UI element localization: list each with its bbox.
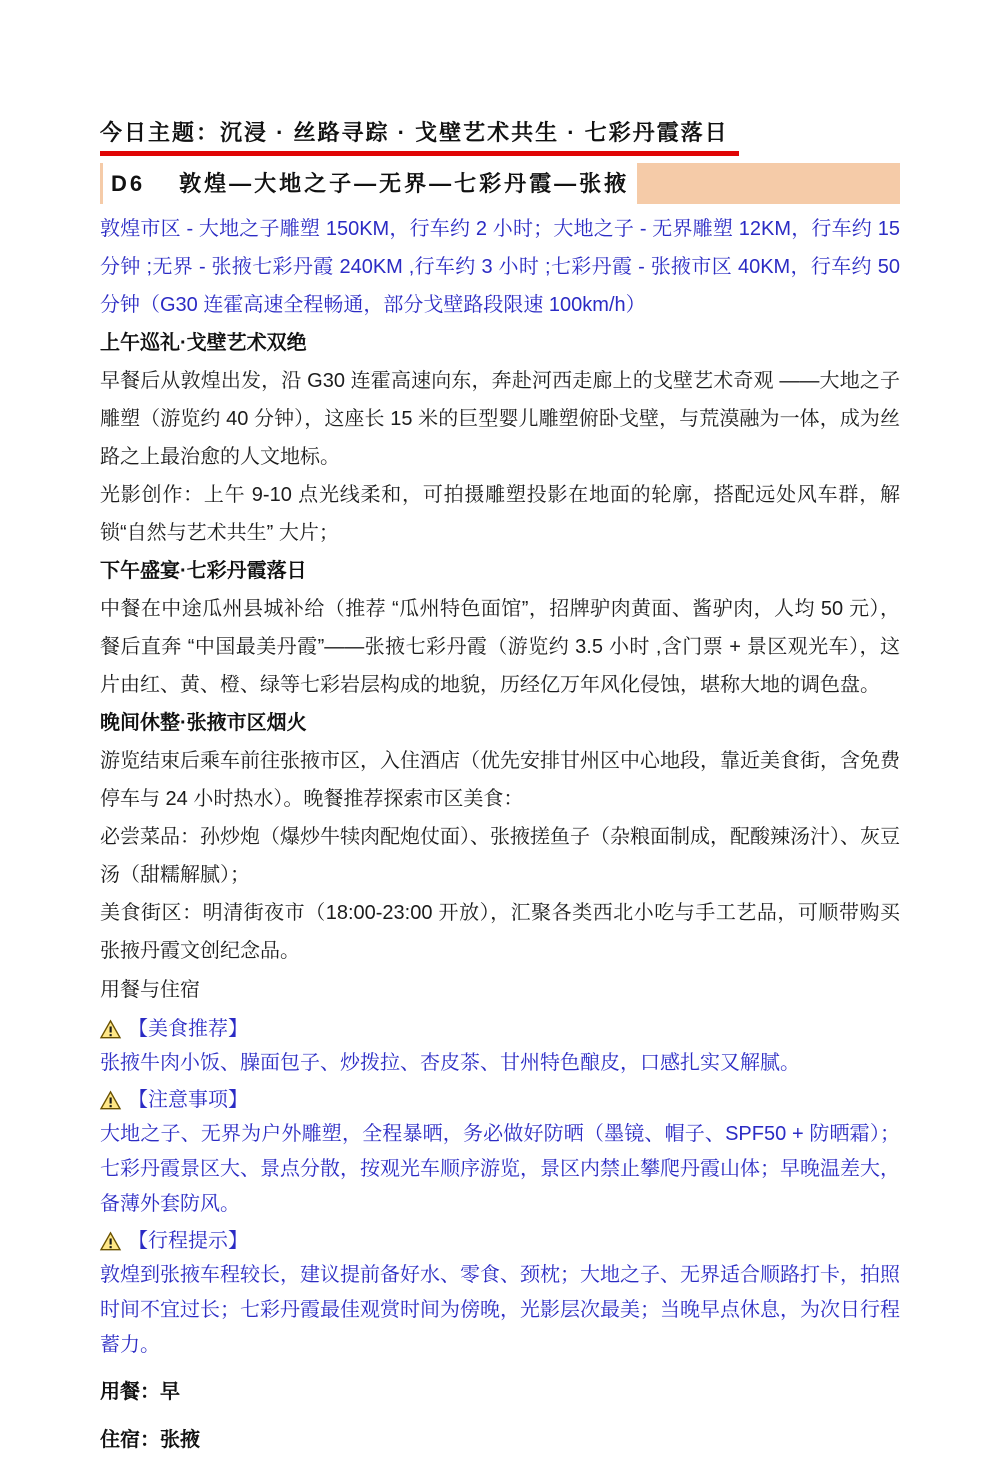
page-title-row <box>100 118 900 156</box>
warning-icon <box>100 1020 121 1039</box>
notice-tip-text: 大地之子、无界为户外雕塑，全程暴晒，务必做好防晒（墨镜、帽子、SPF50 + 防晒霜）；七彩丹霞景区大、景点分散，按观光车顺序游览，景区内禁止攀爬丹霞山体；早晚温差大，备薄外套防风。 <box>100 1123 900 1215</box>
day-route-title: 敦煌—大地之子—无界—七彩丹霞—张掖 <box>179 171 630 196</box>
warning-icon <box>100 1091 121 1110</box>
dining-lodging-heading: 用餐与住宿 <box>100 979 200 1001</box>
evening-paragraph-2: 必尝菜品：孙炒炮（爆炒牛犊肉配炮仗面）、张掖搓鱼子（杂粮面制成，配酸辣汤汁）、灰豆汤（甜糯解腻）； <box>100 826 900 886</box>
schedule-tip-label: 【行程提示】 <box>128 1230 248 1252</box>
lodging-line: 住宿：张掖 <box>100 1429 200 1451</box>
warning-icon <box>100 1232 121 1251</box>
notice-tip-label: 【注意事项】 <box>128 1089 248 1111</box>
evening-section-heading: 晚间休整·张掖市区烟火 <box>100 712 307 734</box>
peach-highlight-bar <box>637 163 900 204</box>
afternoon-paragraph-1: 中餐在中途瓜州县城补给（推荐 “瓜州特色面馆”，招牌驴肉黄面、酱驴肉，人均 50 元），餐后直奔 “中国最美丹霞”——张掖七彩丹霞（游览约 3.5 小时 ,含门票 + 景区观光车），这片由红、黄、橙、绿等七彩岩层构成的地貌，历经亿万年风化侵蚀，堪称大地的调色盘。 <box>100 598 900 696</box>
food-tip-header <box>100 1012 900 1046</box>
transport-summary: 敦煌市区 - 大地之子雕塑 150KM，行车约 2 小时；大地之子 - 无界雕塑 12KM，行车约 15 分钟 ;无界 - 张掖七彩丹霞 240KM ,行车约 3 小时 ;七彩丹霞 - 张掖市区 40KM，行车约 50 分钟（G30 连霍高速全程畅通，部分戈壁路段限速 100km/h） <box>100 218 900 316</box>
evening-paragraph-1: 游览结束后乘车前往张掖市区，入住酒店（优先安排甘州区中心地段，靠近美食街，含免费停车与 24 小时热水）。晚餐推荐探索市区美食： <box>100 750 900 810</box>
morning-section-heading: 上午巡礼·戈壁艺术双绝 <box>100 332 307 354</box>
day-header <box>100 163 900 204</box>
meals-line: 用餐：早 <box>100 1381 180 1403</box>
evening-paragraph-3: 美食街区：明清街夜市（18:00-23:00 开放），汇聚各类西北小吃与手工艺品，可顺带购买张掖丹霞文创纪念品。 <box>100 902 900 962</box>
notice-tip-header <box>100 1083 900 1117</box>
schedule-tip-header <box>100 1224 900 1258</box>
schedule-tip-text: 敦煌到张掖车程较长，建议提前备好水、零食、颈枕；大地之子、无界适合顺路打卡，拍照时间不宜过长；七彩丹霞最佳观赏时间为傍晚，光影层次最美；当晚早点休息，为次日行程蓄力。 <box>100 1264 900 1356</box>
page-title: 今日主题：沉浸 · 丝路寻踪 · 戈壁艺术共生 · 七彩丹霞落日 <box>100 118 739 156</box>
morning-paragraph-2: 光影创作：上午 9-10 点光线柔和，可拍摄雕塑投影在地面的轮廓，搭配远处风车群，解锁“自然与艺术共生” 大片； <box>100 484 900 544</box>
morning-paragraph-1: 早餐后从敦煌出发，沿 G30 连霍高速向东，奔赴河西走廊上的戈壁艺术奇观 ——大地之子雕塑（游览约 40 分钟），这座长 15 米的巨型婴儿雕塑俯卧戈壁，与荒漠融为一体，成为丝路之上最治愈的人文地标。 <box>100 370 900 468</box>
afternoon-section-heading: 下午盛宴·七彩丹霞落日 <box>100 560 307 582</box>
day-number: D6 <box>111 171 146 196</box>
food-tip-label: 【美食推荐】 <box>128 1018 248 1040</box>
food-tip-text: 张掖牛肉小饭、臊面包子、炒拨拉、杏皮茶、甘州特色酿皮，口感扎实又解腻。 <box>100 1052 800 1074</box>
